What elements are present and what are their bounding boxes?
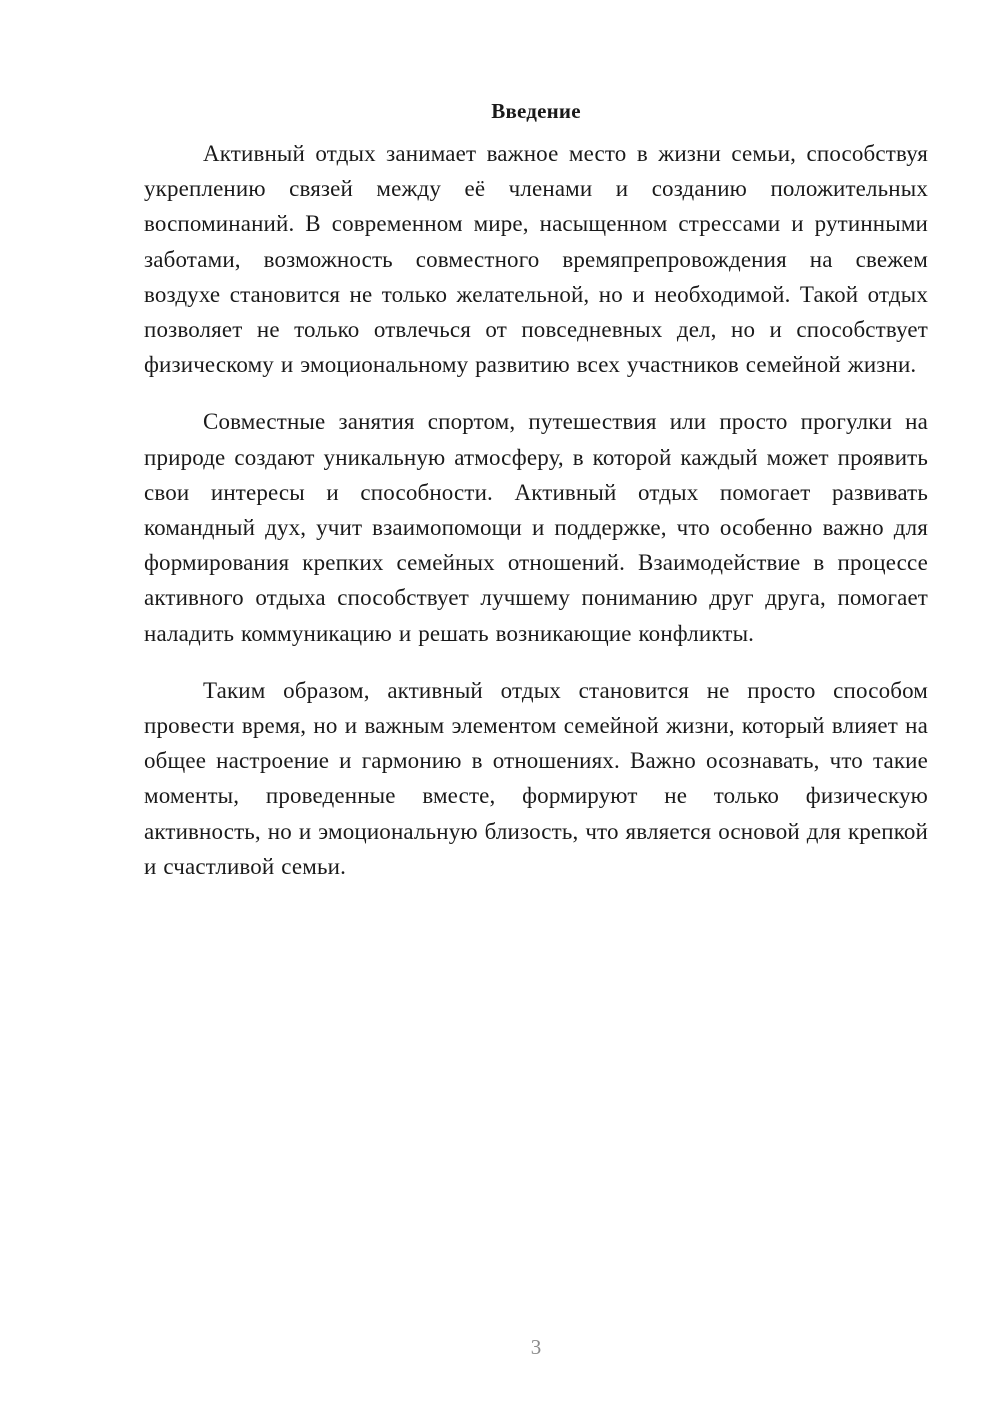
- paragraph-1: Активный отдых занимает важное место в жизни семьи, способствуя укреплению связей между её членами и созданию положительных воспоминаний. В современном мире, насыщенном стрессами и рутинными заботами, возможность совместного времяпрепровождения на свежем воздухе становится не только желательной, но и необходимой. Такой отдых позволяет не только отвлечься от повседневных дел, но и способствует физическому и эмоциональному развитию всех участников семейной жизни.: [144, 141, 928, 378]
- page-number: 3: [530, 1335, 542, 1359]
- section-title: Введение: [491, 99, 581, 123]
- paragraph-2: Совместные занятия спортом, путешествия или просто прогулки на природе создают уникальную атмосферу, в которой каждый может проявить свои интересы и способности. Активный отдых помогает развивать командный дух, учит взаимопомощи и поддержке, что особенно важно для формирования крепких семейных отношений. Взаимодействие в процессе активного отдыха способствует лучшему пониманию друг друга, помогает наладить коммуникацию и решать возникающие конфликты.: [144, 409, 928, 646]
- paragraph-3: Таким образом, активный отдых становится не просто способом провести время, но и важным элементом семейной жизни, который влияет на общее настроение и гармонию в отношениях. Важно осознавать, что такие моменты, проведенные вместе, формируют не только физическую активность, но и эмоциональную близость, что является основой для крепкой и счастливой семьи.: [144, 677, 928, 879]
- document-body: [144, 97, 928, 906]
